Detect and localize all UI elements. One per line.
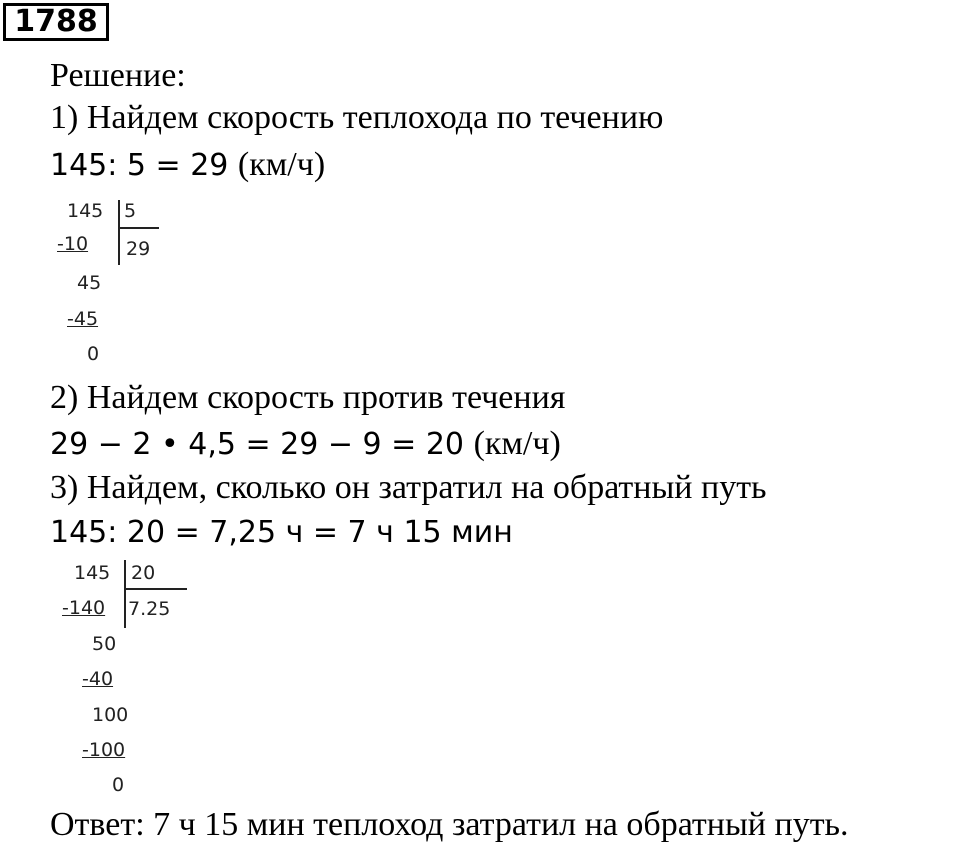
long-division-2 [60, 560, 200, 800]
step-3-text: 3) Найдем, сколько он затратил на обратный путь [50, 469, 767, 506]
remainder: 50 [92, 633, 117, 655]
division-horizontal-line [125, 588, 187, 590]
step-3-formula: 145: 20 = 7,25 ч = 7 ч 15 мин [50, 515, 513, 550]
divisor: 5 [124, 200, 137, 222]
remainder: 0 [112, 774, 125, 796]
problem-number: 1788 [3, 3, 109, 41]
subtrahend: -45 [67, 308, 99, 330]
step-1-text: 1) Найдем скорость теплохода по течению [50, 99, 664, 136]
remainder: 0 [87, 343, 100, 365]
remainder: 100 [92, 704, 129, 726]
quotient: 7.25 [128, 598, 171, 620]
division-horizontal-line [119, 227, 159, 229]
dividend: 145 [74, 562, 111, 584]
remainder: 45 [77, 272, 102, 294]
division-vertical-line [118, 200, 120, 265]
subtrahend: -140 [62, 597, 106, 619]
step-2-formula [50, 424, 561, 465]
subtrahend: -10 [57, 233, 89, 255]
subtrahend: -40 [82, 668, 114, 690]
step-2-unit: (км/ч) [473, 425, 561, 462]
subtrahend: -100 [82, 739, 126, 761]
step-1-expression: 145: 5 = 29 [50, 148, 229, 183]
quotient: 29 [126, 238, 151, 260]
answer-text: Ответ: 7 ч 15 мин теплоход затратил на обратный путь. [50, 806, 849, 843]
step-2-expression: 29 − 2 • 4,5 = 29 − 9 = 20 [50, 427, 465, 462]
solution-heading: Решение: [50, 57, 186, 94]
long-division-1 [55, 200, 175, 370]
step-2-text: 2) Найдем скорость против течения [50, 379, 566, 416]
dividend: 145 [67, 200, 104, 222]
division-vertical-line [124, 560, 126, 628]
divisor: 20 [131, 562, 156, 584]
step-1-formula [50, 145, 325, 186]
step-1-unit: (км/ч) [237, 146, 326, 183]
